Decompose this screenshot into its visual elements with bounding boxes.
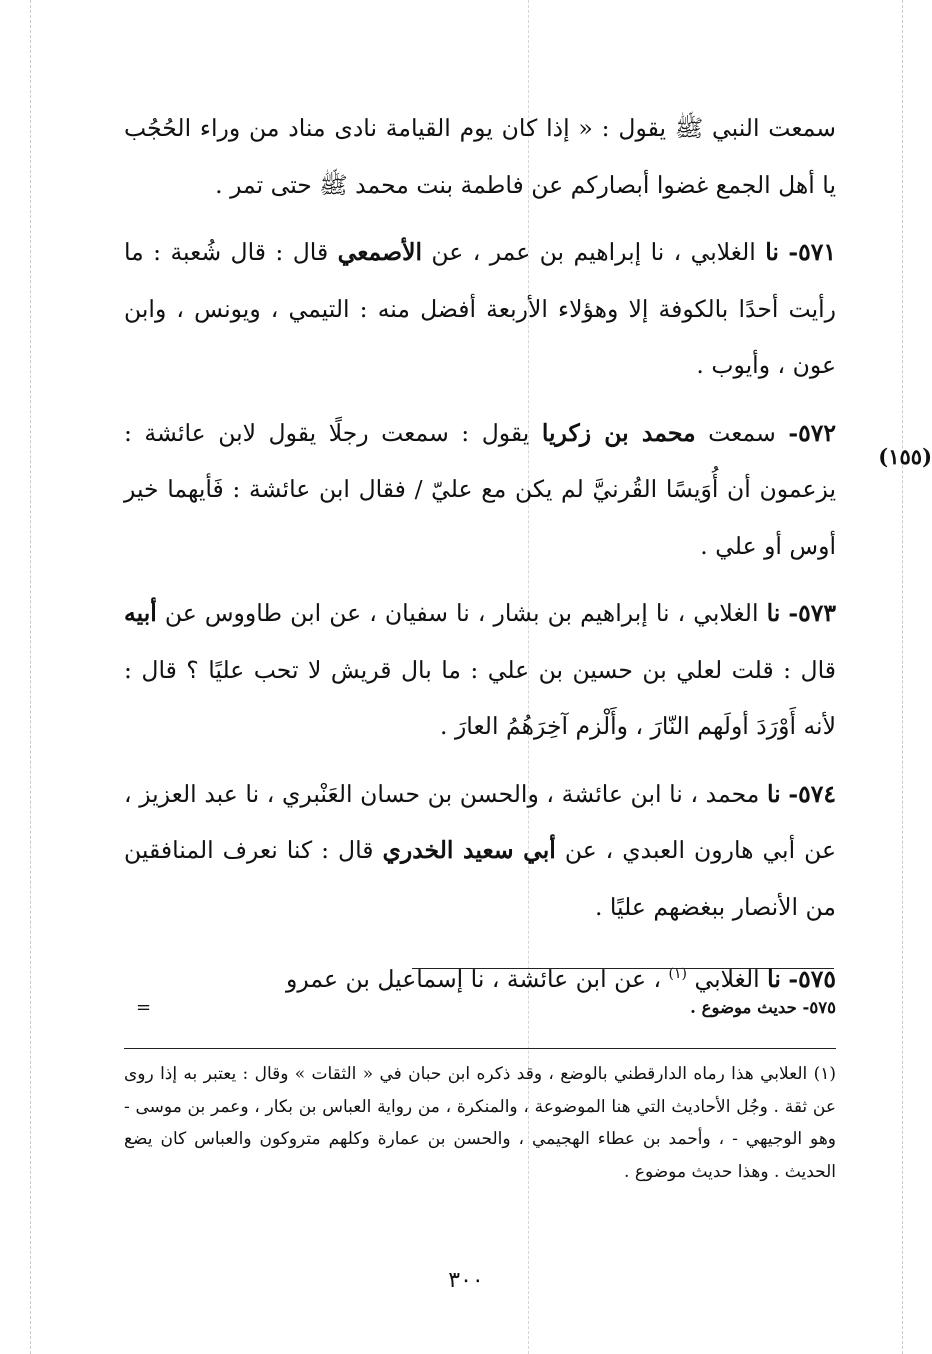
- hadith-text: يقول : سمعت رجلًا يقول لابن عائشة : يزعمون أن أُوَيسًا القُرنيَّ لم يكن مع عليّ / فقال ابن عائشة : فَأيهما خير أوس أو علي .: [124, 418, 836, 560]
- chain-marker: نا: [767, 964, 781, 993]
- hadith-text: قال : قال شُعبة : ما رأيت أحدًا بالكوفة إلا وهؤلاء الأربعة أفضل منه : التيمي ، ويونس ، وابن عون ، وأيوب .: [124, 238, 836, 379]
- hadith-text: ، عن ابن عائشة ، نا إسماعيل بن عمرو: [286, 964, 662, 993]
- hadith-text: محمد ، نا ابن عائشة ، والحسن بن حسان العَنْبري ، نا عبد العزيز ، عن أبي هارون العبدي ، عن: [124, 779, 836, 864]
- paragraph-continued: سمعت النبي ﷺ يقول : « إذا كان يوم القيامة نادى مناد من وراء الحُجُب يا أهل الجمع غضوا أبصاركم عن فاطمة بنت محمد ﷺ حتى تمر .: [124, 114, 836, 199]
- footnote-marker: (١): [813, 1064, 836, 1084]
- grading-text: حديث موضوع .: [690, 998, 797, 1017]
- margin-page-reference: (١٥٥): [878, 444, 932, 469]
- hadith-number: ٥٧٥-: [788, 964, 836, 993]
- hadith-number: ٥٧٢-: [788, 418, 836, 447]
- grading-number: ٥٧٥-: [802, 998, 836, 1017]
- hadith-text: الغلابي: [694, 964, 760, 993]
- narrator-name: أبي سعيد الخدري: [382, 836, 556, 864]
- hadith-number: ٥٧٤-: [788, 779, 836, 808]
- footnote-divider: [412, 968, 834, 969]
- hadith-572: [124, 405, 836, 575]
- hadith-571: [124, 224, 836, 394]
- hadith-number: ٥٧١-: [788, 238, 836, 266]
- continuation-mark: =: [136, 997, 152, 1018]
- narrator-name: أبيه: [124, 599, 157, 627]
- footnote-text: العلابي هذا رماه الدارقطني بالوضع ، وقد ذكره ابن حبان في « الثقات » وقال : يعتبر به إذا روى عن ثقة . وجُل الأحاديث التي هنا الموضوعة ، والمنكرة ، من رواية العباس بن بكار ، وعمر بن موسى - وهو الوجيهي - ، وأحمد بن عطاء الهجيمي ، والحسن بن عمارة وكلهم متروكون والعباس كان يضع الحديث . وهذا حديث موضوع .: [124, 1064, 836, 1182]
- hadith-text: الغلابي ، نا إبراهيم بن بشار ، نا سفيان ، عن ابن طاووس عن: [164, 599, 759, 627]
- grading-note: [160, 988, 836, 1028]
- footnote: [124, 1058, 836, 1188]
- hadith-text: قال : قلت لعلي بن حسين بن علي : ما بال قريش لا تحب عليًا ؟ قال : لأنه أَوْرَدَ أولَهم النّارَ ، وأَلْزم آخِرَهُمُ العارَ .: [124, 655, 836, 740]
- chain-marker: نا: [766, 599, 781, 627]
- page-edge-line: [30, 0, 31, 1354]
- narrator-name: محمد بن زكريا: [541, 418, 696, 447]
- narrator-name: الأصمعي: [337, 238, 423, 266]
- hadith-text: الغلابي ، نا إبراهيم بن عمر ، عن: [431, 238, 756, 266]
- footnote-reference: (١): [668, 966, 688, 982]
- footnote-divider: [124, 1048, 836, 1049]
- page-number: ٣٠٠: [448, 1268, 484, 1293]
- chain-marker: نا: [765, 238, 779, 266]
- main-text: [124, 100, 836, 1007]
- hadith-text: قال : كنا نعرف المنافقين من الأنصار ببغضهم عليًا .: [124, 836, 836, 921]
- hadith-number: ٥٧٣-: [788, 599, 836, 627]
- page-edge-line: [902, 0, 903, 1354]
- chain-marker: نا: [767, 779, 781, 808]
- hadith-574: [124, 766, 836, 936]
- hadith-text: سمعت: [708, 418, 776, 447]
- hadith-573: [124, 585, 836, 755]
